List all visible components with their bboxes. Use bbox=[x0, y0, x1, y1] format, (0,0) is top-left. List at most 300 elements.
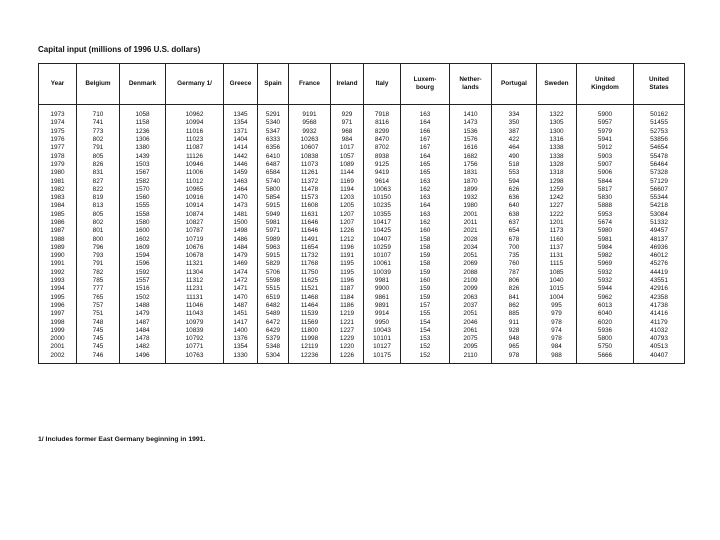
value-cell: 1474 bbox=[224, 269, 258, 277]
value-cell: 978 bbox=[492, 352, 537, 364]
value-cell: 44419 bbox=[634, 269, 685, 277]
value-cell: 1376 bbox=[224, 335, 258, 343]
table-row bbox=[39, 269, 685, 277]
value-cell: 5941 bbox=[577, 136, 634, 144]
value-cell: 978 bbox=[537, 335, 577, 343]
value-cell: 2095 bbox=[450, 343, 492, 351]
value-cell: 9981 bbox=[364, 277, 401, 285]
value-cell: 2110 bbox=[450, 352, 492, 364]
value-cell: 1221 bbox=[331, 318, 364, 326]
value-cell: 1242 bbox=[537, 194, 577, 202]
value-cell: 1160 bbox=[537, 235, 577, 243]
value-cell: 9932 bbox=[289, 128, 331, 136]
value-cell: 10874 bbox=[166, 211, 224, 219]
value-cell: 41179 bbox=[634, 318, 685, 326]
column-header: Spain bbox=[258, 64, 289, 105]
value-cell: 165 bbox=[401, 169, 450, 177]
value-cell: 1306 bbox=[120, 136, 166, 144]
table-body bbox=[39, 105, 685, 364]
value-cell: 158 bbox=[401, 235, 450, 243]
value-cell: 57129 bbox=[634, 177, 685, 185]
value-cell: 1015 bbox=[537, 285, 577, 293]
value-cell: 1446 bbox=[224, 161, 258, 169]
value-cell: 1557 bbox=[120, 277, 166, 285]
value-cell: 1137 bbox=[537, 244, 577, 252]
value-cell: 8299 bbox=[364, 128, 401, 136]
value-cell: 11646 bbox=[289, 227, 331, 235]
table-row bbox=[39, 318, 685, 326]
column-header: Germany 1/ bbox=[166, 64, 224, 105]
footnote: 1/ Includes former East Germany beginning in 1991. bbox=[38, 436, 206, 443]
year-cell: 1991 bbox=[39, 260, 77, 268]
value-cell: 965 bbox=[492, 343, 537, 351]
value-cell: 11732 bbox=[289, 252, 331, 260]
value-cell: 10063 bbox=[364, 186, 401, 194]
value-cell: 5674 bbox=[577, 219, 634, 227]
value-cell: 885 bbox=[492, 310, 537, 318]
value-cell: 984 bbox=[537, 343, 577, 351]
value-cell: 1479 bbox=[120, 310, 166, 318]
column-header: France bbox=[289, 64, 331, 105]
value-cell: 2046 bbox=[450, 318, 492, 326]
value-cell: 12236 bbox=[289, 352, 331, 364]
value-cell: 1328 bbox=[537, 161, 577, 169]
value-cell: 638 bbox=[492, 211, 537, 219]
value-cell: 831 bbox=[77, 169, 120, 177]
value-cell: 1220 bbox=[331, 343, 364, 351]
value-cell: 760 bbox=[492, 260, 537, 268]
value-cell: 1473 bbox=[224, 202, 258, 210]
value-cell: 5340 bbox=[258, 119, 289, 127]
value-cell: 2069 bbox=[450, 260, 492, 268]
value-cell: 636 bbox=[492, 194, 537, 202]
value-cell: 10979 bbox=[166, 318, 224, 326]
value-cell: 49457 bbox=[634, 227, 685, 235]
value-cell: 1298 bbox=[537, 177, 577, 185]
value-cell: 822 bbox=[77, 186, 120, 194]
value-cell: 1259 bbox=[537, 186, 577, 194]
value-cell: 11046 bbox=[166, 302, 224, 310]
value-cell: 735 bbox=[492, 252, 537, 260]
value-cell: 334 bbox=[492, 105, 537, 120]
year-cell: 1978 bbox=[39, 152, 77, 160]
year-cell: 1995 bbox=[39, 294, 77, 302]
value-cell: 806 bbox=[492, 277, 537, 285]
value-cell: 52753 bbox=[634, 128, 685, 136]
value-cell: 12119 bbox=[289, 343, 331, 351]
value-cell: 6040 bbox=[577, 310, 634, 318]
value-cell: 2034 bbox=[450, 244, 492, 252]
value-cell: 796 bbox=[77, 244, 120, 252]
value-cell: 6410 bbox=[258, 152, 289, 160]
value-cell: 1463 bbox=[224, 177, 258, 185]
value-cell: 984 bbox=[331, 136, 364, 144]
value-cell: 5979 bbox=[577, 128, 634, 136]
value-cell: 5379 bbox=[258, 335, 289, 343]
value-cell: 9125 bbox=[364, 161, 401, 169]
value-cell: 5348 bbox=[258, 343, 289, 351]
value-cell: 6013 bbox=[577, 302, 634, 310]
value-cell: 5907 bbox=[577, 161, 634, 169]
value-cell: 6519 bbox=[258, 294, 289, 302]
value-cell: 787 bbox=[492, 269, 537, 277]
value-cell: 1184 bbox=[331, 294, 364, 302]
value-cell: 1191 bbox=[331, 252, 364, 260]
value-cell: 10678 bbox=[166, 252, 224, 260]
value-cell: 1219 bbox=[331, 310, 364, 318]
value-cell: 757 bbox=[77, 302, 120, 310]
table-row bbox=[39, 302, 685, 310]
value-cell: 40407 bbox=[634, 352, 685, 364]
value-cell: 2021 bbox=[450, 227, 492, 235]
value-cell: 929 bbox=[331, 105, 364, 120]
value-cell: 5817 bbox=[577, 186, 634, 194]
value-cell: 802 bbox=[77, 136, 120, 144]
value-cell: 11800 bbox=[289, 327, 331, 335]
value-cell: 626 bbox=[492, 186, 537, 194]
value-cell: 2088 bbox=[450, 269, 492, 277]
value-cell: 11468 bbox=[289, 294, 331, 302]
table-row bbox=[39, 161, 685, 169]
table-row bbox=[39, 343, 685, 351]
value-cell: 9900 bbox=[364, 285, 401, 293]
value-cell: 163 bbox=[401, 211, 450, 219]
value-cell: 160 bbox=[401, 227, 450, 235]
column-header: Luxem- bourg bbox=[401, 64, 450, 105]
value-cell: 1004 bbox=[537, 294, 577, 302]
value-cell: 11073 bbox=[289, 161, 331, 169]
value-cell: 152 bbox=[401, 352, 450, 364]
table-row bbox=[39, 119, 685, 127]
value-cell: 1464 bbox=[224, 186, 258, 194]
value-cell: 1484 bbox=[224, 244, 258, 252]
value-cell: 11043 bbox=[166, 310, 224, 318]
column-header: Denmark bbox=[120, 64, 166, 105]
value-cell: 1560 bbox=[120, 194, 166, 202]
value-cell: 1481 bbox=[224, 211, 258, 219]
value-cell: 1040 bbox=[537, 277, 577, 285]
value-cell: 11521 bbox=[289, 285, 331, 293]
value-cell: 2028 bbox=[450, 235, 492, 243]
value-cell: 10263 bbox=[289, 136, 331, 144]
value-cell: 2063 bbox=[450, 294, 492, 302]
value-cell: 1410 bbox=[450, 105, 492, 120]
value-cell: 5915 bbox=[258, 252, 289, 260]
table-row bbox=[39, 252, 685, 260]
value-cell: 995 bbox=[537, 302, 577, 310]
value-cell: 10946 bbox=[166, 161, 224, 169]
value-cell: 5932 bbox=[577, 269, 634, 277]
value-cell: 165 bbox=[401, 161, 450, 169]
value-cell: 978 bbox=[537, 318, 577, 326]
value-cell: 1682 bbox=[450, 152, 492, 160]
table-row bbox=[39, 335, 685, 343]
value-cell: 11608 bbox=[289, 202, 331, 210]
value-cell: 1756 bbox=[450, 161, 492, 169]
value-cell: 5936 bbox=[577, 327, 634, 335]
value-cell: 41032 bbox=[634, 327, 685, 335]
value-cell: 745 bbox=[77, 327, 120, 335]
value-cell: 2001 bbox=[450, 211, 492, 219]
value-cell: 10107 bbox=[364, 252, 401, 260]
value-cell: 11321 bbox=[166, 260, 224, 268]
table-row bbox=[39, 260, 685, 268]
year-cell: 1973 bbox=[39, 105, 77, 120]
table-row bbox=[39, 219, 685, 227]
value-cell: 518 bbox=[492, 161, 537, 169]
year-cell: 1997 bbox=[39, 310, 77, 318]
year-cell: 1986 bbox=[39, 219, 77, 227]
value-cell: 1580 bbox=[120, 219, 166, 227]
value-cell: 1354 bbox=[224, 343, 258, 351]
value-cell: 1131 bbox=[537, 252, 577, 260]
table-row bbox=[39, 144, 685, 152]
value-cell: 1187 bbox=[331, 285, 364, 293]
value-cell: 11023 bbox=[166, 136, 224, 144]
column-header: United States bbox=[634, 64, 685, 105]
value-cell: 5969 bbox=[577, 260, 634, 268]
value-cell: 968 bbox=[331, 128, 364, 136]
year-cell: 1983 bbox=[39, 194, 77, 202]
value-cell: 1305 bbox=[537, 119, 577, 127]
value-cell: 10771 bbox=[166, 343, 224, 351]
value-cell: 1596 bbox=[120, 260, 166, 268]
value-cell: 5347 bbox=[258, 128, 289, 136]
value-cell: 10175 bbox=[364, 352, 401, 364]
value-cell: 11569 bbox=[289, 318, 331, 326]
value-cell: 640 bbox=[492, 202, 537, 210]
value-cell: 159 bbox=[401, 294, 450, 302]
value-cell: 8938 bbox=[364, 152, 401, 160]
value-cell: 1616 bbox=[450, 144, 492, 152]
value-cell: 1322 bbox=[537, 105, 577, 120]
value-cell: 56607 bbox=[634, 186, 685, 194]
year-cell: 2002 bbox=[39, 352, 77, 364]
value-cell: 6482 bbox=[258, 302, 289, 310]
value-cell: 56464 bbox=[634, 161, 685, 169]
value-cell: 765 bbox=[77, 294, 120, 302]
value-cell: 11006 bbox=[166, 169, 224, 177]
value-cell: 11304 bbox=[166, 269, 224, 277]
table-row bbox=[39, 285, 685, 293]
value-cell: 1212 bbox=[331, 235, 364, 243]
table-row bbox=[39, 277, 685, 285]
column-header: Year bbox=[39, 64, 77, 105]
value-cell: 791 bbox=[77, 144, 120, 152]
value-cell: 745 bbox=[77, 343, 120, 351]
value-cell: 1482 bbox=[120, 343, 166, 351]
value-cell: 2109 bbox=[450, 277, 492, 285]
value-cell: 167 bbox=[401, 136, 450, 144]
table-row bbox=[39, 186, 685, 194]
value-cell: 10259 bbox=[364, 244, 401, 252]
value-cell: 746 bbox=[77, 352, 120, 364]
value-cell: 5962 bbox=[577, 294, 634, 302]
value-cell: 50162 bbox=[634, 105, 685, 120]
value-cell: 1502 bbox=[120, 294, 166, 302]
value-cell: 5844 bbox=[577, 177, 634, 185]
value-cell: 8116 bbox=[364, 119, 401, 127]
value-cell: 11016 bbox=[166, 128, 224, 136]
value-cell: 1380 bbox=[120, 144, 166, 152]
value-cell: 1203 bbox=[331, 194, 364, 202]
year-cell: 1981 bbox=[39, 177, 77, 185]
value-cell: 5906 bbox=[577, 169, 634, 177]
value-cell: 40793 bbox=[634, 335, 685, 343]
column-header: United Kingdom bbox=[577, 64, 634, 105]
value-cell: 5957 bbox=[577, 119, 634, 127]
value-cell: 10607 bbox=[289, 144, 331, 152]
value-cell: 826 bbox=[77, 161, 120, 169]
year-cell: 1993 bbox=[39, 277, 77, 285]
value-cell: 1414 bbox=[224, 144, 258, 152]
value-cell: 11261 bbox=[289, 169, 331, 177]
value-cell: 1196 bbox=[331, 244, 364, 252]
value-cell: 1570 bbox=[120, 186, 166, 194]
value-cell: 9419 bbox=[364, 169, 401, 177]
table-row bbox=[39, 294, 685, 302]
value-cell: 5291 bbox=[258, 105, 289, 120]
value-cell: 55344 bbox=[634, 194, 685, 202]
value-cell: 464 bbox=[492, 144, 537, 152]
value-cell: 1471 bbox=[224, 285, 258, 293]
value-cell: 159 bbox=[401, 269, 450, 277]
value-cell: 6429 bbox=[258, 327, 289, 335]
value-cell: 1371 bbox=[224, 128, 258, 136]
value-cell: 1226 bbox=[331, 352, 364, 364]
value-cell: 1478 bbox=[120, 335, 166, 343]
value-cell: 827 bbox=[77, 177, 120, 185]
value-cell: 1470 bbox=[224, 294, 258, 302]
value-cell: 11491 bbox=[289, 235, 331, 243]
value-cell: 163 bbox=[401, 177, 450, 185]
value-cell: 10127 bbox=[364, 343, 401, 351]
value-cell: 2051 bbox=[450, 310, 492, 318]
value-cell: 1226 bbox=[331, 227, 364, 235]
value-cell: 1980 bbox=[450, 202, 492, 210]
value-cell: 773 bbox=[77, 128, 120, 136]
year-cell: 1982 bbox=[39, 186, 77, 194]
value-cell: 9614 bbox=[364, 177, 401, 185]
value-cell: 1487 bbox=[224, 302, 258, 310]
value-cell: 11768 bbox=[289, 260, 331, 268]
value-cell: 11131 bbox=[166, 294, 224, 302]
column-header: Nether- lands bbox=[450, 64, 492, 105]
value-cell: 805 bbox=[77, 211, 120, 219]
value-cell: 55478 bbox=[634, 152, 685, 160]
value-cell: 11231 bbox=[166, 285, 224, 293]
value-cell: 10787 bbox=[166, 227, 224, 235]
table-row bbox=[39, 211, 685, 219]
value-cell: 43551 bbox=[634, 277, 685, 285]
value-cell: 1473 bbox=[450, 119, 492, 127]
value-cell: 1488 bbox=[120, 302, 166, 310]
value-cell: 1592 bbox=[120, 269, 166, 277]
value-cell: 9891 bbox=[364, 302, 401, 310]
value-cell: 10763 bbox=[166, 352, 224, 364]
value-cell: 162 bbox=[401, 219, 450, 227]
table-header bbox=[39, 64, 685, 105]
value-cell: 1195 bbox=[331, 269, 364, 277]
value-cell: 163 bbox=[401, 194, 450, 202]
value-cell: 42916 bbox=[634, 285, 685, 293]
value-cell: 1451 bbox=[224, 310, 258, 318]
table-row bbox=[39, 136, 685, 144]
year-cell: 1998 bbox=[39, 318, 77, 326]
value-cell: 1186 bbox=[331, 302, 364, 310]
value-cell: 1058 bbox=[120, 105, 166, 120]
table-row bbox=[39, 152, 685, 160]
value-cell: 41738 bbox=[634, 302, 685, 310]
value-cell: 1469 bbox=[224, 260, 258, 268]
value-cell: 11012 bbox=[166, 177, 224, 185]
value-cell: 1236 bbox=[120, 128, 166, 136]
value-cell: 1555 bbox=[120, 202, 166, 210]
value-cell: 11539 bbox=[289, 310, 331, 318]
value-cell: 11646 bbox=[289, 219, 331, 227]
value-cell: 10965 bbox=[166, 186, 224, 194]
value-cell: 1115 bbox=[537, 260, 577, 268]
value-cell: 1201 bbox=[537, 219, 577, 227]
year-cell: 1984 bbox=[39, 202, 77, 210]
value-cell: 1227 bbox=[331, 327, 364, 335]
value-cell: 11478 bbox=[289, 186, 331, 194]
value-cell: 5489 bbox=[258, 310, 289, 318]
value-cell: 5854 bbox=[258, 194, 289, 202]
value-cell: 1496 bbox=[120, 352, 166, 364]
value-cell: 1484 bbox=[120, 327, 166, 335]
value-cell: 654 bbox=[492, 227, 537, 235]
year-cell: 1996 bbox=[39, 302, 77, 310]
value-cell: 678 bbox=[492, 235, 537, 243]
column-header: Belgium bbox=[77, 64, 120, 105]
value-cell: 8702 bbox=[364, 144, 401, 152]
value-cell: 5829 bbox=[258, 260, 289, 268]
value-cell: 2075 bbox=[450, 335, 492, 343]
value-cell: 6584 bbox=[258, 169, 289, 177]
value-cell: 637 bbox=[492, 219, 537, 227]
year-cell: 1979 bbox=[39, 161, 77, 169]
value-cell: 2061 bbox=[450, 327, 492, 335]
value-cell: 1899 bbox=[450, 186, 492, 194]
table-row bbox=[39, 352, 685, 364]
value-cell: 1354 bbox=[224, 119, 258, 127]
value-cell: 819 bbox=[77, 194, 120, 202]
value-cell: 1831 bbox=[450, 169, 492, 177]
value-cell: 11087 bbox=[166, 144, 224, 152]
year-cell: 1989 bbox=[39, 244, 77, 252]
value-cell: 800 bbox=[77, 235, 120, 243]
value-cell: 553 bbox=[492, 169, 537, 177]
value-cell: 166 bbox=[401, 128, 450, 136]
value-cell: 1330 bbox=[224, 352, 258, 364]
value-cell: 2011 bbox=[450, 219, 492, 227]
year-cell: 1999 bbox=[39, 327, 77, 335]
value-cell: 11654 bbox=[289, 244, 331, 252]
value-cell: 10039 bbox=[364, 269, 401, 277]
value-cell: 1144 bbox=[331, 169, 364, 177]
value-cell: 1229 bbox=[331, 335, 364, 343]
table-row bbox=[39, 310, 685, 318]
value-cell: 11312 bbox=[166, 277, 224, 285]
value-cell: 1300 bbox=[537, 128, 577, 136]
value-cell: 5912 bbox=[577, 144, 634, 152]
year-cell: 1988 bbox=[39, 235, 77, 243]
table-row bbox=[39, 202, 685, 210]
value-cell: 5981 bbox=[258, 219, 289, 227]
value-cell: 805 bbox=[77, 152, 120, 160]
value-cell: 1932 bbox=[450, 194, 492, 202]
